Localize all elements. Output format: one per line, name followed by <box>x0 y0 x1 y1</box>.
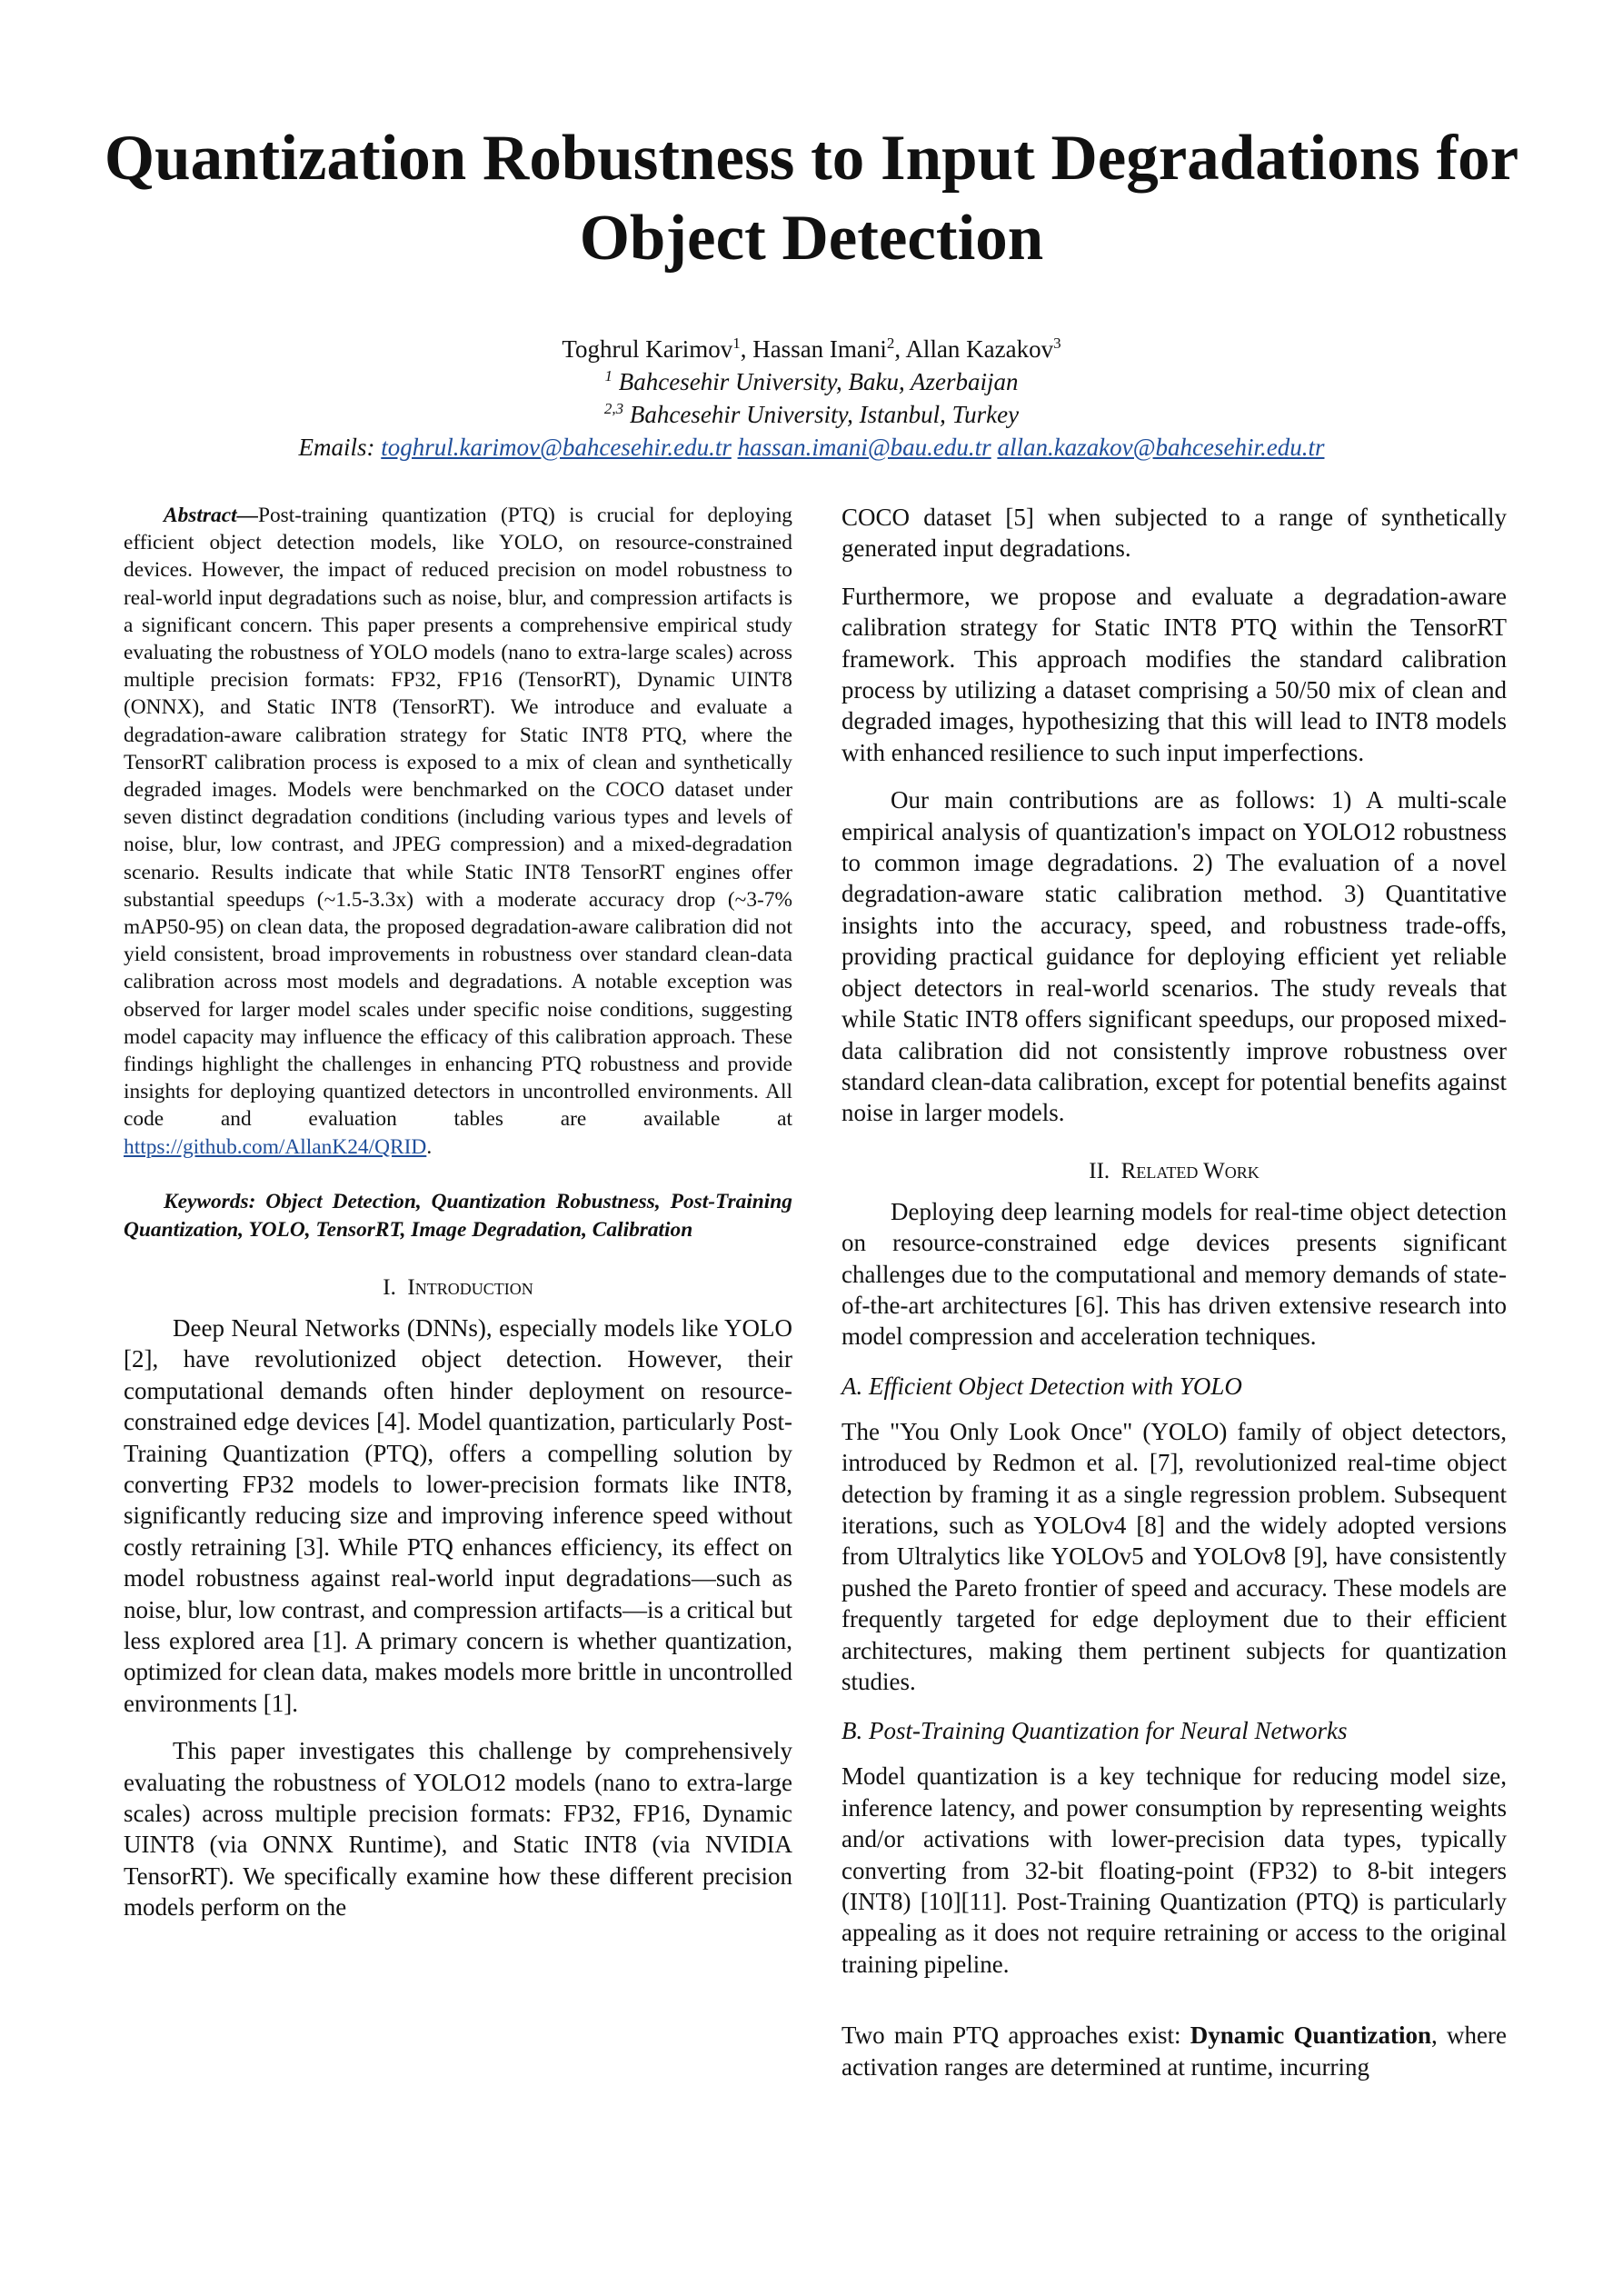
introduction-paragraph-continued: COCO dataset [5] when subjected to a range of synthetically generated input degradations. <box>841 504 1507 563</box>
ptq-approaches-start: Two main PTQ approaches exist: <box>841 2021 1190 2050</box>
keywords: Keywords: Object Detection, Quantization Robustness, Post-Training Quantization, YOLO, TensorRT, Image Degradation, Calibration <box>124 1189 792 1243</box>
author-affiliation-mark: 2 <box>886 334 895 352</box>
author-name: Toghrul Karimov <box>562 335 733 363</box>
ptq-approaches-end: , where activation ranges are determined at runtime, incurring <box>841 2021 1508 2081</box>
paper-title: Quantization Robustness to Input Degradations for Object Detection <box>104 123 1519 274</box>
affiliation-1 <box>73 365 1550 398</box>
abstract-text: Post-training quantization (PTQ) is crucial for deploying efficient object detection models, like YOLO, on resource-constrained devices. However, the impact of reduced precision on model robustness to real-world input degradations such as noise, blur, and compression artifacts is a significant concern. This paper presents a comprehensive empirical study evaluating the robustness of YOLO models (nano to extra-large scales) across multiple precision formats: FP32, FP16 (TensorRT), Dynamic UINT8 (ONNX), and Static INT8 (TensorRT). We introduce and evaluate a degradation-aware calibration strategy for Static INT8 PTQ, where the TensorRT calibration process is exposed to a mix of clean and synthetically degraded images. Models were benchmarked on the COCO dataset under seven distinct degradation conditions (including various types and levels of noise, blur, low contrast, and JPEG compression) and a mixed-degradation scenario. Results indicate that while Static INT8 TensorRT engines offer substantial speedups (~1.5-3.3x) with a moderate accuracy drop (~3-7% mAP50-95) on clean data, the proposed degradation-aware calibration did not yield consistent, broad improvements in robustness over standard clean-data calibration across most models and degradations. A notable exception was observed for larger model scales under specific noise conditions, suggesting model capacity may influence the efficacy of this calibration approach. These findings highlight the challenges in enhancing PTQ robustness and provide insights for deploying quantized detectors in uncontrolled environments. All code and evaluation tables are available at <box>124 504 792 1132</box>
author-separator: , <box>894 335 906 363</box>
section-title: Introduction <box>407 1274 533 1300</box>
abstract-label: Abstract— <box>164 504 258 527</box>
ptq-paragraph: Model quantization is a key technique for reducing model size, inference latency, and power consumption by representing weights and/or activations with lower-precision data types, typically converting from 32-bit floating-point (FP32) to 8-bit integers (INT8) [10][11]. Post-Training Quantization (PTQ) is particularly appealing as it does not require retraining or access to the original training pipeline. <box>841 1762 1507 1978</box>
right-column <box>841 502 1507 2082</box>
section-title: Related Work <box>1120 1158 1260 1183</box>
left-column <box>124 502 792 1923</box>
emails-label: Emails: <box>298 434 382 461</box>
dynamic-quantization-term: Dynamic Quantization <box>1190 2021 1432 2050</box>
email-link[interactable]: allan.kazakov@bahcesehir.edu.tr <box>997 434 1325 461</box>
introduction-paragraph: Deep Neural Networks (DNNs), especially models like YOLO [2], have revolutionized object detection. However, their computational demands often hinder deployment on resource-constrained edge devices [4]. Model quantization, particularly Post-Training Quantization (PTQ), offers a compelling solution by converting FP32 models to lower-precision formats like INT8, significantly reducing size and improving inference speed without costly retraining [3]. While PTQ enhances efficiency, its effect on model robustness against real-world input degradations—such as noise, blur, low contrast, and compression artifacts—is a critical but less explored area [1]. A primary concern is whether quantization, optimized for clean data, makes models more brittle in uncontrolled environments [1]. <box>124 1313 792 1717</box>
contributions-paragraph: Our main contributions are as follows: 1) A multi-scale empirical analysis of quantization's impact on YOLO12 robustness to common image degradations. 2) The evaluation of a novel degradation-aware static calibration method. 3) Quantitative insights into the accuracy, speed, and robustness trade-offs, providing practical guidance for deploying efficient yet reliable object detectors in real-world scenarios. The study reveals that while Static INT8 offers significant speedups, our proposed mixed-data calibration did not consistently improve robustness over standard clean-data calibration, except for potential benefits against noise in larger models. <box>841 786 1507 1127</box>
ptq-approaches-paragraph <box>841 2020 1507 2082</box>
affiliation-text: Bahcesehir University, Istanbul, Turkey <box>623 401 1020 428</box>
affiliation-text: Bahcesehir University, Baku, Azerbaijan <box>612 368 1019 395</box>
author-names <box>73 333 1550 365</box>
email-link[interactable]: hassan.imani@bau.edu.tr <box>737 434 991 461</box>
section-heading-related-work <box>841 1156 1507 1187</box>
author-separator: , <box>740 335 753 363</box>
author-affiliation-mark: 3 <box>1053 334 1061 352</box>
affiliation-2 <box>73 398 1550 431</box>
author-name: Hassan Imani <box>752 335 887 363</box>
affiliation-mark: 1 <box>604 367 613 384</box>
introduction-paragraph: Furthermore, we propose and evaluate a degradation-aware calibration strategy for Static INT8 PTQ within the TensorRT framework. This approach modifies the standard calibration process by utilizing a dataset comprising a 50/50 mix of clean and degraded images, hypothesizing that this will lead to INT8 models with enhanced resilience to such input imperfections. <box>841 582 1507 766</box>
abstract <box>124 502 792 1161</box>
email-link[interactable]: toghrul.karimov@bahcesehir.edu.tr <box>381 434 732 461</box>
section-heading-introduction <box>124 1273 792 1303</box>
author-affiliation-mark: 1 <box>732 334 741 352</box>
subsection-heading-yolo: A. Efficient Object Detection with YOLO <box>841 1372 1242 1400</box>
email-line <box>73 431 1550 464</box>
related-work-paragraph: Deploying deep learning models for real-time object detection on resource-constrained edge devices presents significant challenges due to the computational and memory demands of state-of-the-art architectures [6]. This has driven extensive research into model compression and acceleration techniques. <box>841 1197 1507 1351</box>
section-number: II. <box>1089 1158 1110 1183</box>
affiliation-mark: 2,3 <box>603 400 624 417</box>
introduction-paragraph: This paper investigates this challenge by comprehensively evaluating the robustness of YOLO12 models (nano to extra-large scales) across multiple precision formats: FP32, FP16, Dynamic UINT8 (via ONNX Runtime), and Static INT8 (via NVIDIA TensorRT). We specifically examine how these different precision models perform on the <box>124 1737 792 1922</box>
author-block <box>73 333 1550 464</box>
yolo-paragraph: The "You Only Look Once" (YOLO) family of object detectors, introduced by Redmon et al. [7], revolutionized real-time object detection by framing it as a single regression problem. Subsequent iterations, such as YOLOv4 [8] and the widely adopted versions from Ultralytics like YOLOv5 and YOLOv8 [9], have consistently pushed the Pareto frontier of speed and accuracy. These models are frequently targeted for edge deployment due to their efficient architectures, making them pertinent subjects for quantization studies. <box>841 1417 1507 1695</box>
subsection-heading-ptq: B. Post-Training Quantization for Neural Networks <box>841 1717 1348 1745</box>
code-repository-link[interactable]: https://github.com/AllanK24/QRID <box>124 1134 427 1159</box>
abstract-end: . <box>426 1134 433 1159</box>
author-name: Allan Kazakov <box>905 335 1054 363</box>
section-number: I. <box>383 1274 396 1300</box>
